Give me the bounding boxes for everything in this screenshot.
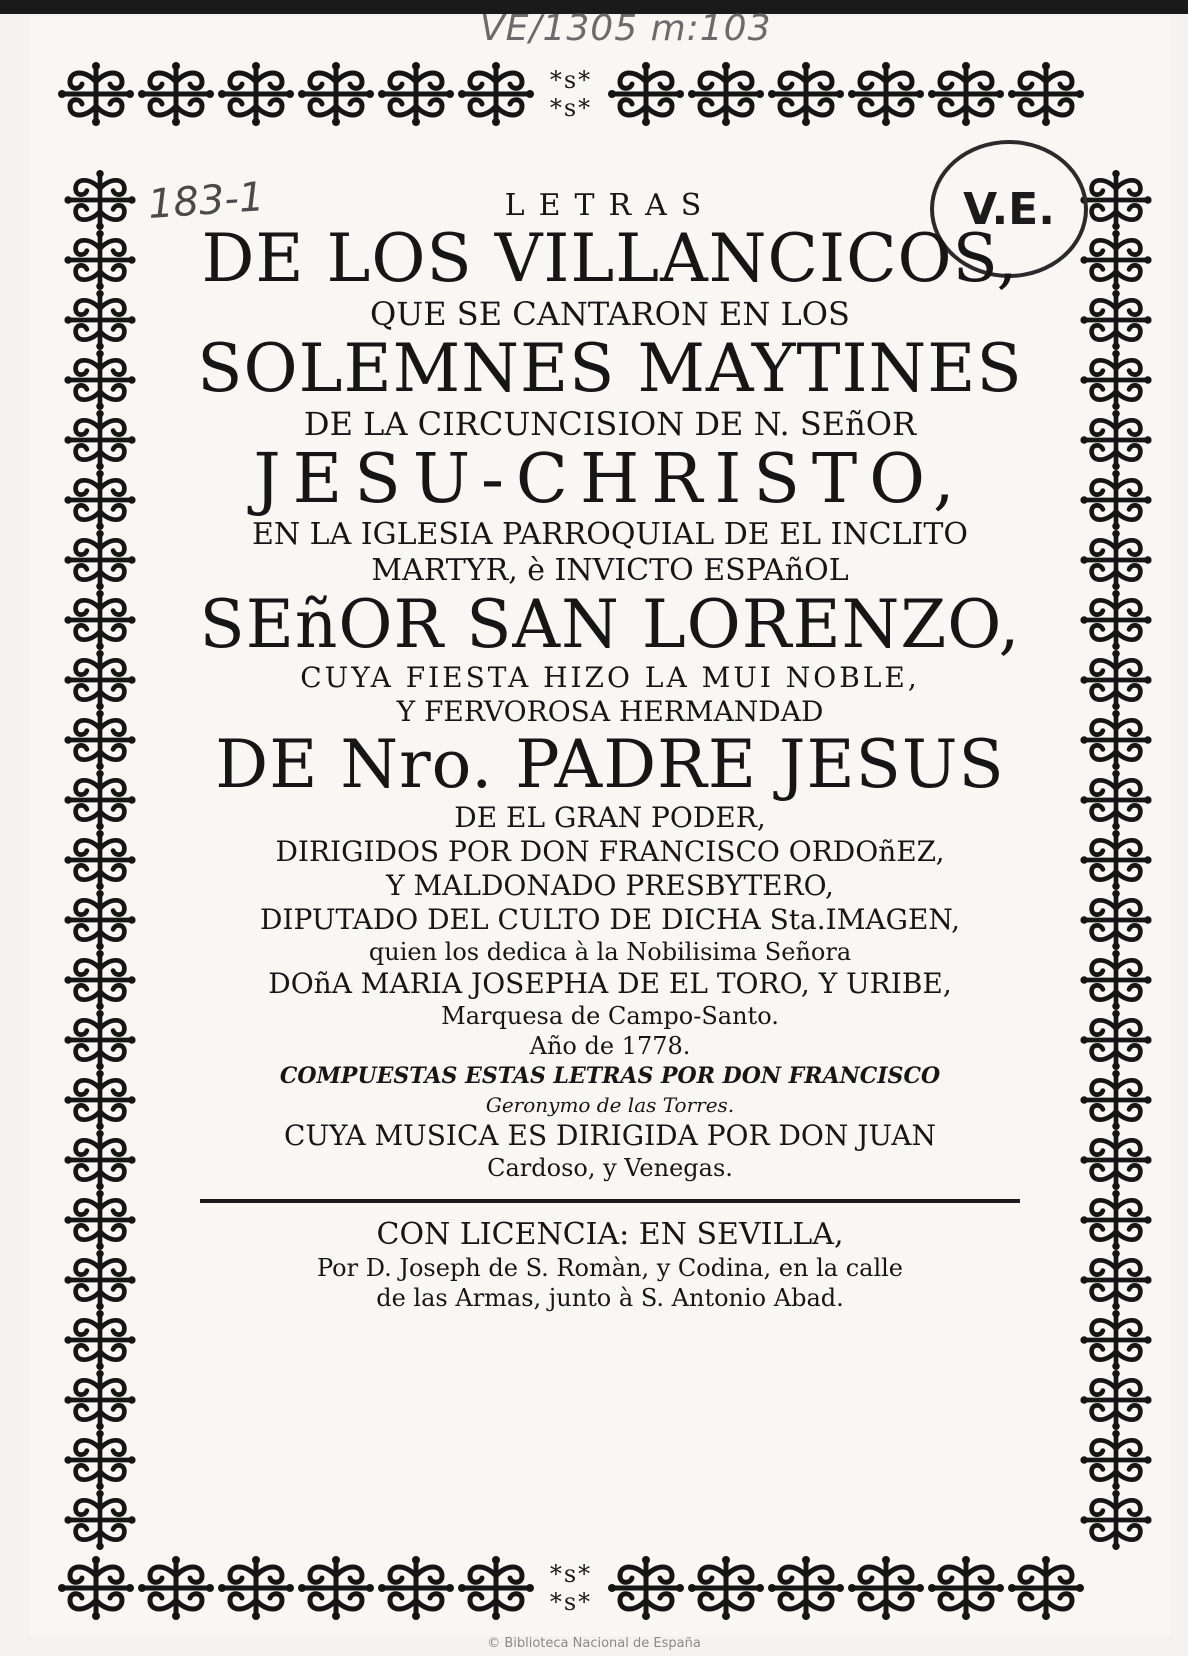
title-line: DIRIGIDOS POR DON FRANCISCO ORDOñEZ, xyxy=(275,835,945,868)
fleuron-ornament xyxy=(1078,890,1154,950)
divider-rule xyxy=(200,1199,1020,1203)
fleuron-ornament xyxy=(606,1556,686,1620)
imprint-line: de las Armas, junto à S. Antonio Abad. xyxy=(376,1284,844,1312)
fleuron-ornament xyxy=(1078,1190,1154,1250)
fleuron-ornament xyxy=(1078,230,1154,290)
fleuron-ornament xyxy=(1078,350,1154,410)
fleuron-ornament xyxy=(606,62,686,126)
title-line: DOñA MARIA JOSEPHA DE EL TORO, Y URIBE, xyxy=(268,967,952,1000)
fleuron-ornament xyxy=(1078,290,1154,350)
star-ornament: *s* *s* xyxy=(549,66,593,122)
fleuron-ornament xyxy=(1078,1430,1154,1490)
fleuron-ornament xyxy=(62,1430,138,1490)
fleuron-ornament xyxy=(62,950,138,1010)
fleuron-ornament xyxy=(62,410,138,470)
title-line: Y FERVOROSA HERMANDAD xyxy=(396,695,824,728)
title-line: DIPUTADO DEL CULTO DE DICHA Sta.IMAGEN, xyxy=(259,903,961,936)
title-line: CUYA MUSICA ES DIRIGIDA POR DON JUAN xyxy=(284,1119,936,1152)
fleuron-ornament xyxy=(56,1556,136,1620)
right-ornament-border xyxy=(1078,170,1154,1550)
fleuron-ornament xyxy=(62,830,138,890)
fleuron-ornament xyxy=(62,470,138,530)
fleuron-ornament xyxy=(216,62,296,126)
title-line: CUYA FIESTA HIZO LA MUI NOBLE, xyxy=(300,661,920,694)
title-line: Marquesa de Campo-Santo. xyxy=(441,1002,779,1030)
fleuron-ornament xyxy=(846,1556,926,1620)
fleuron-ornament xyxy=(56,62,136,126)
fleuron-ornament xyxy=(1078,1370,1154,1430)
fleuron-ornament xyxy=(1078,530,1154,590)
title-line: LETRAS xyxy=(504,188,716,223)
fleuron-ornament xyxy=(62,590,138,650)
title-line: Año de 1778. xyxy=(529,1032,691,1060)
title-line: SEñOR SAN LORENZO, xyxy=(199,586,1021,663)
fleuron-ornament xyxy=(62,770,138,830)
fleuron-ornament xyxy=(1078,470,1154,530)
bottom-ornament-border xyxy=(56,1556,1086,1620)
fleuron-ornament xyxy=(62,1010,138,1070)
fleuron-ornament xyxy=(1078,410,1154,470)
fleuron-ornament xyxy=(926,62,1006,126)
fleuron-ornament xyxy=(926,1556,1006,1620)
title-line: QUE SE CANTARON EN LOS xyxy=(370,295,850,333)
fleuron-ornament xyxy=(1006,62,1086,126)
star-ornament: *s* *s* xyxy=(549,1560,593,1616)
fleuron-ornament xyxy=(766,1556,846,1620)
fleuron-ornament xyxy=(686,62,766,126)
shelfmark-stamp: VE/1305 m:103 xyxy=(480,8,772,49)
fleuron-ornament xyxy=(1078,1250,1154,1310)
fleuron-ornament xyxy=(136,62,216,126)
fleuron-ornament xyxy=(1078,590,1154,650)
fleuron-ornament xyxy=(1078,1130,1154,1190)
fleuron-ornament xyxy=(62,1490,138,1550)
fleuron-ornament xyxy=(62,1310,138,1370)
fleuron-ornament xyxy=(62,710,138,770)
fleuron-ornament xyxy=(376,1556,456,1620)
fleuron-ornament xyxy=(1078,710,1154,770)
fleuron-ornament xyxy=(62,350,138,410)
fleuron-ornament xyxy=(1006,1556,1086,1620)
title-line: DE LOS VILLANCICOS, xyxy=(201,220,1019,297)
fleuron-ornament xyxy=(62,290,138,350)
fleuron-ornament xyxy=(136,1556,216,1620)
title-line: Cardoso, y Venegas. xyxy=(487,1154,733,1182)
fleuron-ornament xyxy=(62,170,138,230)
title-line: Geronymo de las Torres. xyxy=(485,1093,735,1117)
title-line: SOLEMNES MAYTINES xyxy=(197,330,1023,407)
fleuron-ornament xyxy=(1078,1070,1154,1130)
title-line: EN LA IGLESIA PARROQUIAL DE EL INCLITO xyxy=(251,517,969,552)
fleuron-ornament xyxy=(686,1556,766,1620)
fleuron-ornament xyxy=(766,62,846,126)
fleuron-ornament xyxy=(62,890,138,950)
copyright-footer: © Biblioteca Nacional de España xyxy=(487,1636,701,1651)
fleuron-ornament xyxy=(1078,1490,1154,1550)
title-line: DE Nro. PADRE JESUS xyxy=(215,726,1005,803)
fleuron-ornament xyxy=(62,1190,138,1250)
title-block xyxy=(170,180,1050,1313)
imprint-line: CON LICENCIA: EN SEVILLA, xyxy=(376,1217,844,1252)
title-line: DE LA CIRCUNCISION DE N. SEñOR xyxy=(303,405,917,443)
fleuron-ornament xyxy=(1078,770,1154,830)
title-line: Y MALDONADO PRESBYTERO, xyxy=(386,869,834,902)
fleuron-ornament xyxy=(376,62,456,126)
fleuron-ornament xyxy=(1078,1010,1154,1070)
title-line: JESU-CHRISTO, xyxy=(253,440,967,519)
fleuron-ornament xyxy=(296,1556,376,1620)
fleuron-ornament xyxy=(62,230,138,290)
fleuron-ornament xyxy=(62,530,138,590)
fleuron-ornament xyxy=(1078,830,1154,890)
title-line: MARTYR, è INVICTO ESPAñOL xyxy=(371,553,849,588)
imprint-line: Por D. Joseph de S. Romàn, y Codina, en la calle xyxy=(316,1254,904,1282)
title-line: quien los dedica à la Nobilisima Señora xyxy=(368,938,852,966)
fleuron-ornament xyxy=(62,650,138,710)
circle-stamp-text: V.E. xyxy=(963,183,1055,235)
title-line: DE EL GRAN PODER, xyxy=(454,801,766,834)
title-line: COMPUESTAS ESTAS LETRAS POR DON FRANCISCO xyxy=(279,1063,941,1089)
fleuron-ornament xyxy=(62,1250,138,1310)
fleuron-ornament xyxy=(62,1370,138,1430)
left-ornament-border xyxy=(62,170,138,1550)
fleuron-ornament xyxy=(62,1070,138,1130)
fleuron-ornament xyxy=(62,1130,138,1190)
fleuron-ornament xyxy=(1078,650,1154,710)
fleuron-ornament xyxy=(1078,170,1154,230)
inventory-number-stamp: 183-1 xyxy=(146,174,266,228)
fleuron-ornament xyxy=(296,62,376,126)
fleuron-ornament xyxy=(1078,950,1154,1010)
fleuron-ornament xyxy=(1078,1310,1154,1370)
fleuron-ornament xyxy=(456,62,536,126)
fleuron-ornament xyxy=(216,1556,296,1620)
top-ornament-border xyxy=(56,62,1086,126)
fleuron-ornament xyxy=(846,62,926,126)
fleuron-ornament xyxy=(456,1556,536,1620)
